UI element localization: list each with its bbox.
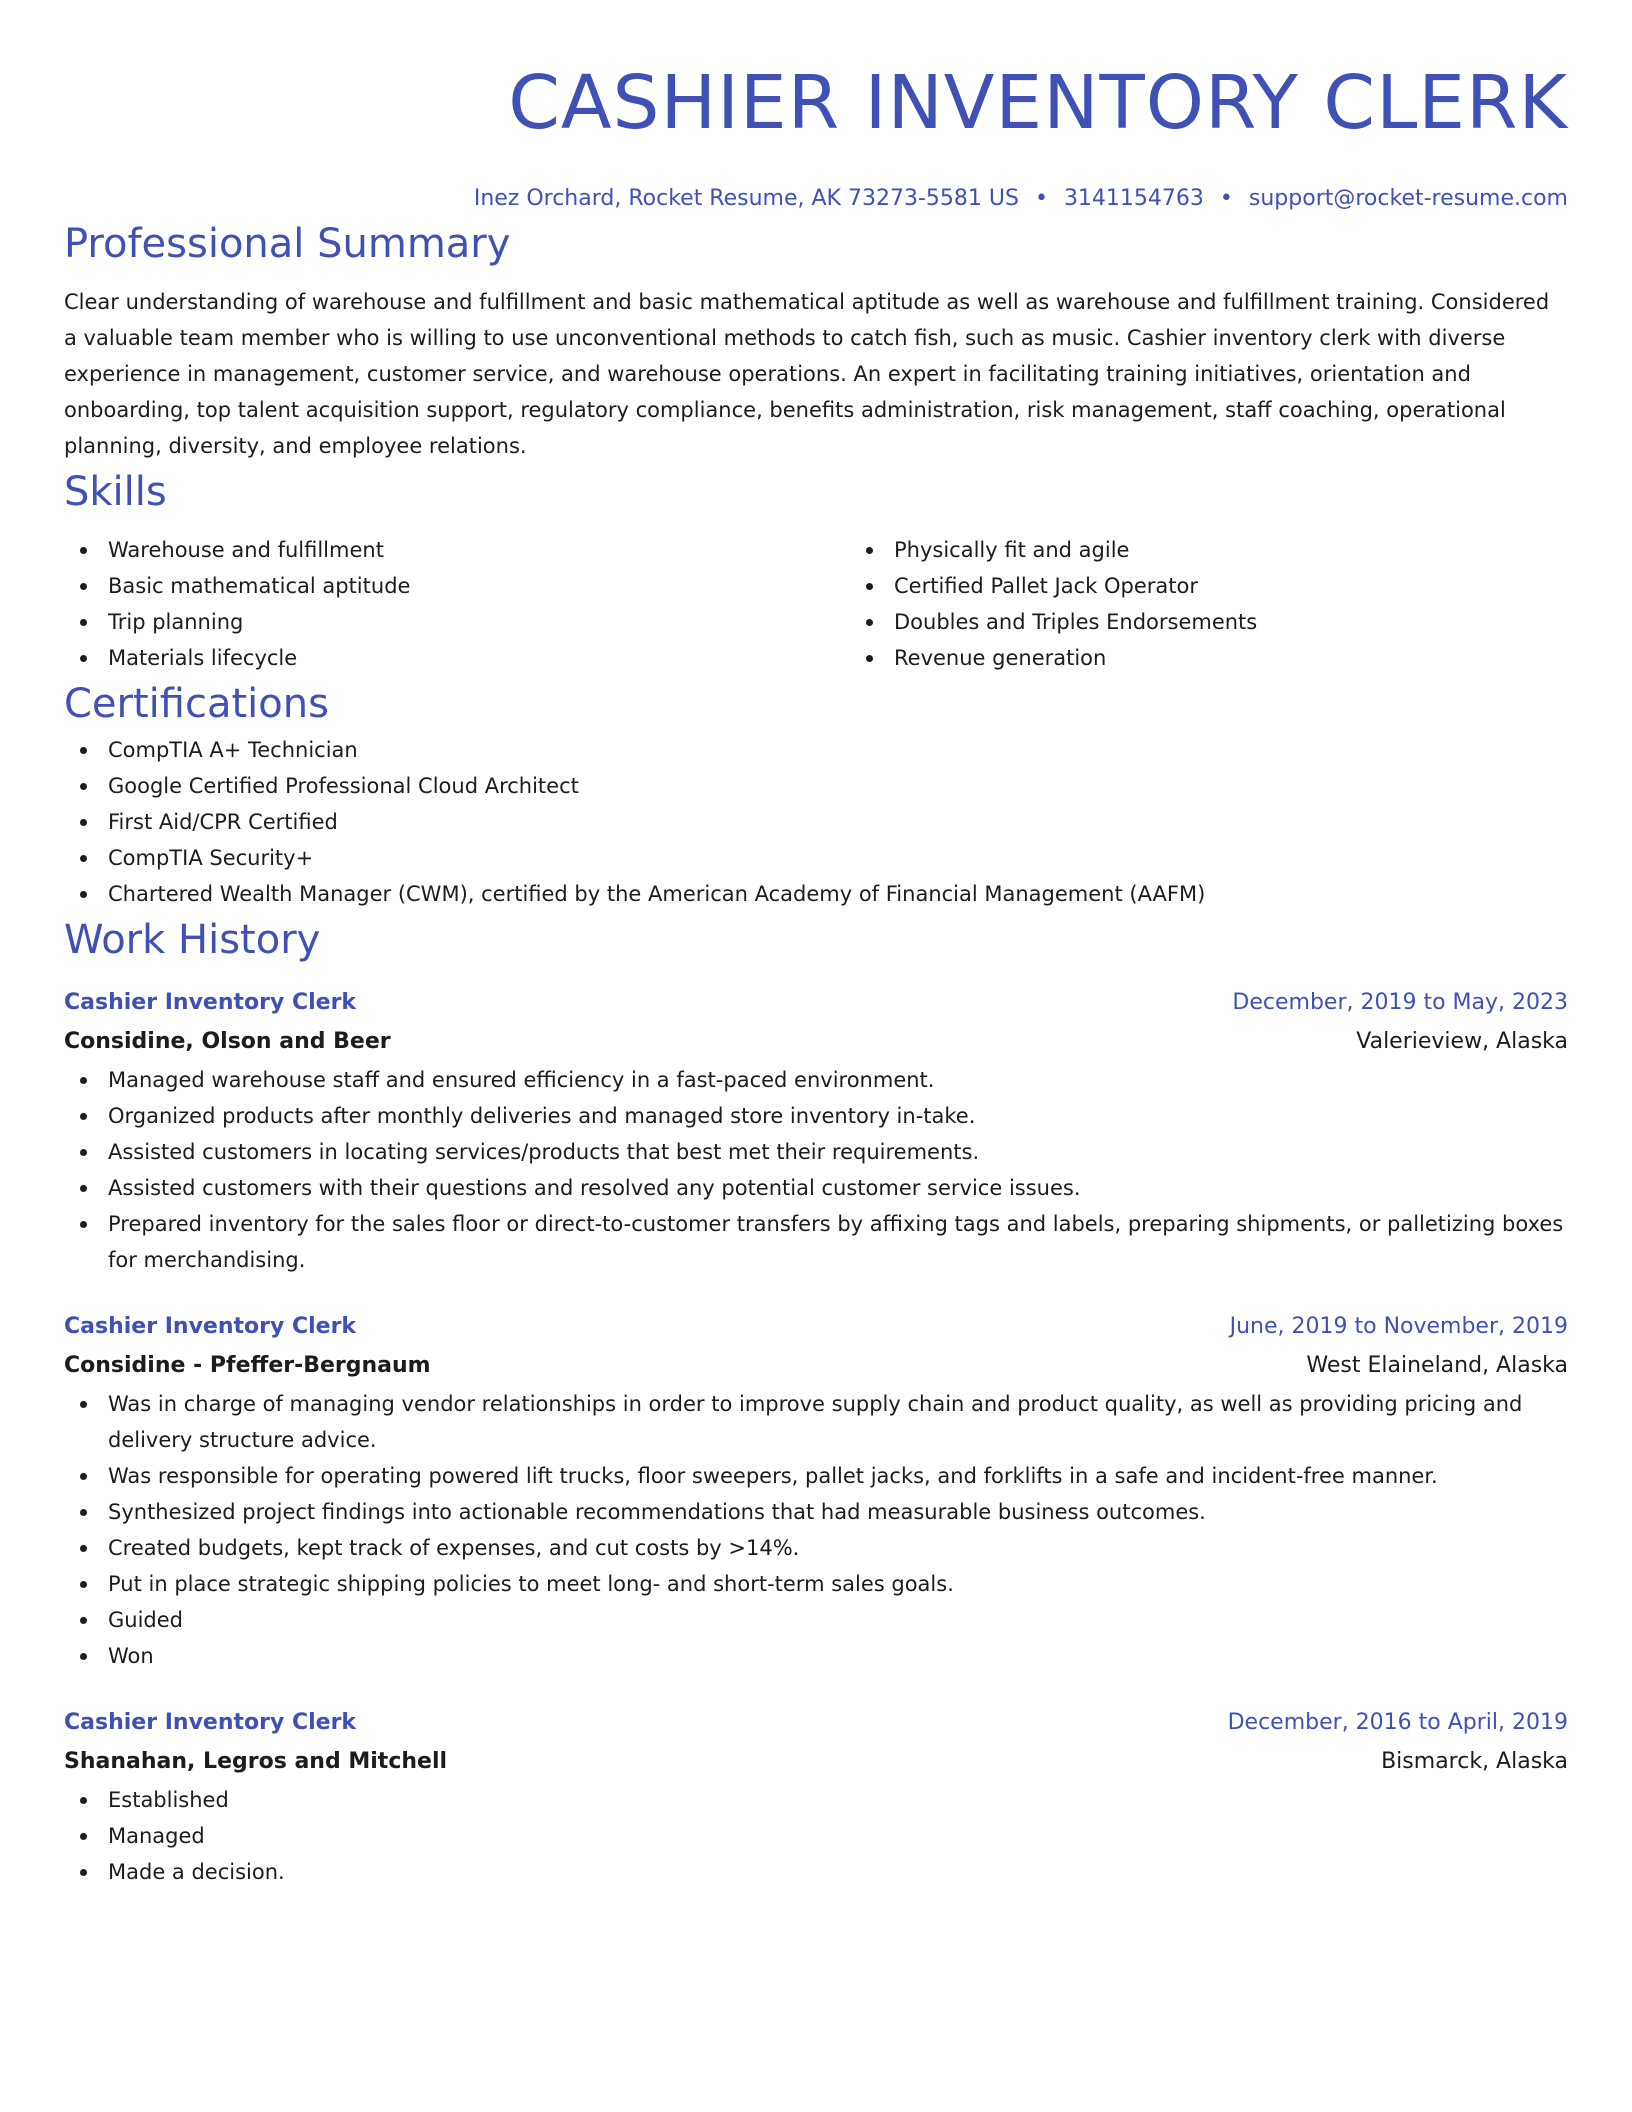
job-entry (64, 984, 1568, 1278)
contact-line (64, 182, 1568, 216)
job-duty-item: Was in charge of managing vendor relationships in order to improve supply chain and product quality, as well as providing pricing and delivery structure advice. (108, 1386, 1568, 1458)
job-company: Shanahan, Legros and Mitchell (64, 1749, 448, 1774)
certification-item: Chartered Wealth Manager (CWM), certified by the American Academy of Financial Management (AAFM) (108, 876, 1568, 912)
job-company: Considine - Pfeffer-Bergnaum (64, 1353, 431, 1378)
job-duty-item: Created budgets, kept track of expenses, and cut costs by >14%. (108, 1530, 1568, 1566)
job-duty-item: Organized products after monthly deliveries and managed store inventory in-take. (108, 1098, 1568, 1134)
skill-item: Doubles and Triples Endorsements (894, 604, 1632, 640)
job-header-row (64, 1704, 1568, 1742)
job-title: Cashier Inventory Clerk (64, 990, 357, 1015)
job-duty-item: Managed (108, 1818, 1568, 1854)
job-duty-item: Managed warehouse staff and ensured efficiency in a fast-paced environment. (108, 1062, 1568, 1098)
job-duties-list (64, 1782, 1568, 1890)
job-duties-list (64, 1386, 1568, 1674)
job-duty-item: Was responsible for operating powered lift trucks, floor sweepers, pallet jacks, and forklifts in a safe and incident-free manner. (108, 1458, 1568, 1494)
skill-item: Trip planning (108, 604, 850, 640)
skill-item: Revenue generation (894, 640, 1632, 676)
job-company-row (64, 1742, 1568, 1782)
job-dates: December, 2019 to May, 2023 (1232, 990, 1568, 1015)
job-dates: June, 2019 to November, 2019 (1229, 1314, 1568, 1339)
job-title: Cashier Inventory Clerk (64, 1314, 357, 1339)
skill-item: Basic mathematical aptitude (108, 568, 850, 604)
job-entry (64, 1704, 1568, 1890)
certification-item: CompTIA Security+ (108, 840, 1568, 876)
job-location: West Elaineland, Alaska (1306, 1353, 1568, 1378)
skills-list-left (64, 532, 850, 676)
skills-columns (64, 532, 1568, 676)
job-duty-item: Won (108, 1638, 1568, 1674)
certifications-heading: Certifications (64, 681, 329, 727)
skill-item: Warehouse and fulfillment (108, 532, 850, 568)
skill-item: Materials lifecycle (108, 640, 850, 676)
contact-separator: • (1219, 186, 1233, 211)
certification-item: CompTIA A+ Technician (108, 732, 1568, 768)
skills-list-right (850, 532, 1632, 676)
summary-text: Clear understanding of warehouse and fulfillment and basic mathematical aptitude as well as warehouse and fulfillment training. Considered a valuable team member who is willing to use unconventional methods to catch fish, such as music. Cashier inventory clerk with diverse experience in management, customer service, and warehouse operations. An expert in facilitating training initiatives, orientation and onboarding, top talent acquisition support, regulatory compliance, benefits administration, risk management, staff coaching, operational planning, diversity, and employee relations. (64, 290, 1550, 458)
job-company-row (64, 1022, 1568, 1062)
contact-email[interactable]: support@rocket-resume.com (1248, 186, 1568, 211)
work-history-heading: Work History (64, 917, 321, 963)
job-duty-item: Put in place strategic shipping policies to meet long- and short-term sales goals. (108, 1566, 1568, 1602)
job-duty-item: Made a decision. (108, 1854, 1568, 1890)
job-duty-item: Prepared inventory for the sales floor or direct-to-customer transfers by affixing tags and labels, preparing shipments, or palletizing boxes for merchandising. (108, 1206, 1568, 1278)
certification-item: Google Certified Professional Cloud Architect (108, 768, 1568, 804)
job-company-row (64, 1346, 1568, 1386)
job-duty-item: Synthesized project findings into actionable recommendations that had measurable business outcomes. (108, 1494, 1568, 1530)
job-duties-list (64, 1062, 1568, 1278)
skills-heading: Skills (64, 469, 167, 515)
skill-item: Certified Pallet Jack Operator (894, 568, 1632, 604)
job-entry (64, 1308, 1568, 1674)
job-duty-item: Assisted customers in locating services/products that best met their requirements. (108, 1134, 1568, 1170)
summary-heading: Professional Summary (64, 221, 511, 267)
job-title: Cashier Inventory Clerk (64, 1710, 357, 1735)
certifications-list (64, 732, 1568, 912)
job-header-row (64, 984, 1568, 1022)
contact-separator: • (1034, 186, 1048, 211)
certification-item: First Aid/CPR Certified (108, 804, 1568, 840)
skill-item: Physically fit and agile (894, 532, 1632, 568)
job-dates: December, 2016 to April, 2019 (1227, 1710, 1568, 1735)
job-location: Bismarck, Alaska (1381, 1749, 1568, 1774)
job-company: Considine, Olson and Beer (64, 1029, 391, 1054)
contact-phone[interactable]: 3141154763 (1063, 186, 1204, 211)
contact-address: Inez Orchard, Rocket Resume, AK 73273-5581 US (473, 186, 1019, 211)
job-duty-item: Guided (108, 1602, 1568, 1638)
job-header-row (64, 1308, 1568, 1346)
resume-name: CASHIER INVENTORY CLERK (508, 60, 1568, 146)
job-duty-item: Established (108, 1782, 1568, 1818)
job-duty-item: Assisted customers with their questions and resolved any potential customer service issues. (108, 1170, 1568, 1206)
job-location: Valerieview, Alaska (1356, 1029, 1568, 1054)
